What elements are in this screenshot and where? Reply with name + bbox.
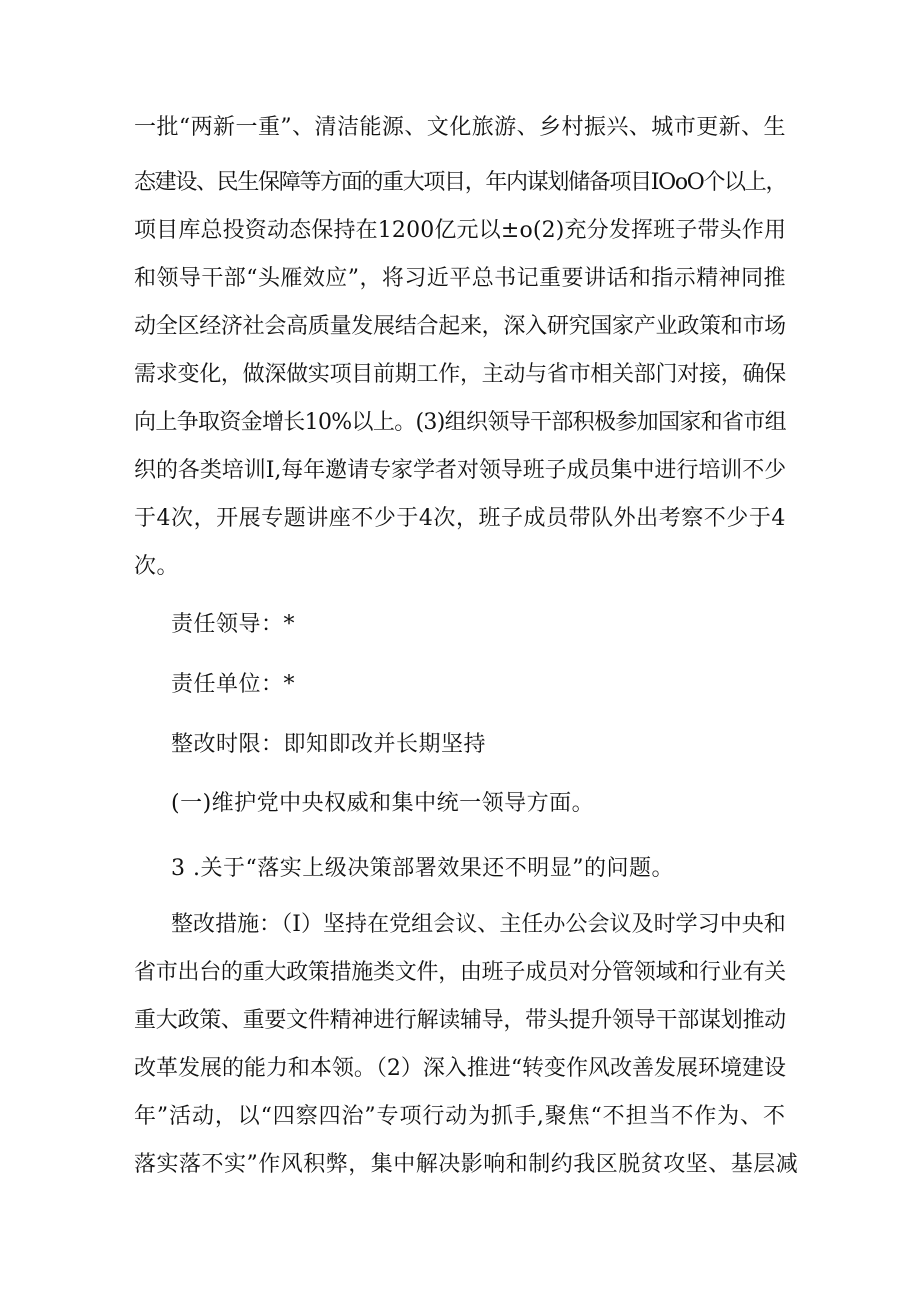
text-line: 项目库总投资动态保持在1200亿元以±o(2)充分发挥班子带头作用	[134, 218, 787, 243]
text-line: 次。	[134, 554, 180, 579]
text-line: 需求变化，做深做实项目前期工作，主动与省市相关部门对接，确保	[134, 362, 786, 387]
responsible-unit: 责任单位：*	[171, 672, 296, 697]
text-line: 省市出台的重大政策措施类文件，由班子成员对分管领域和行业有关	[134, 960, 786, 985]
text-line: 改革发展的能力和本领。（2）深入推进“转变作风改善发展环境建设	[134, 1056, 786, 1081]
text-line: 态建设、民生保障等方面的重大项目，年内谋划储备项目IOoO个以上，	[134, 170, 787, 195]
section-heading: (一)维护党中央权威和集中统一领导方面。	[171, 791, 595, 816]
text-line: 年”活动，以“四察四治”专项行动为抓手,聚焦“不担当不作为、不	[134, 1104, 786, 1129]
text-line: 织的各类培训I,每年邀请专家学者对领导班子成员集中进行培训不少	[134, 458, 787, 483]
text-line: 向上争取资金增长10%以上。(3)组织领导干部积极参加国家和省市组	[134, 410, 786, 435]
responsible-leader: 责任领导：*	[171, 612, 296, 637]
text-line: 一批“两新一重”、清洁能源、文化旅游、乡村振兴、城市更新、生	[134, 115, 786, 140]
text-line: 于4次，开展专题讲座不少于4次，班子成员带队外出考察不少于4	[134, 506, 786, 531]
item-heading: 3 .关于“落实上级决策部署效果还不明显”的问题。	[171, 856, 674, 881]
text-line: 和领导干部“头雁效应”，将习近平总书记重要讲话和指示精神同推	[134, 266, 786, 291]
text-line: 动全区经济社会高质量发展结合起来，深入研究国家产业政策和市场	[134, 314, 786, 339]
text-line: 整改措施：（I）坚持在党组会议、主任办公会议及时学习中央和	[171, 912, 786, 937]
rectification-deadline: 整改时限：即知即改并长期坚持	[171, 732, 487, 757]
text-line: 重大政策、重要文件精神进行解读辅导，带头提升领导干部谋划推动	[134, 1008, 786, 1033]
text-line: 落实落不实”作风积弊，集中解决影响和制约我区脱贫攻坚、基层减	[134, 1152, 799, 1177]
